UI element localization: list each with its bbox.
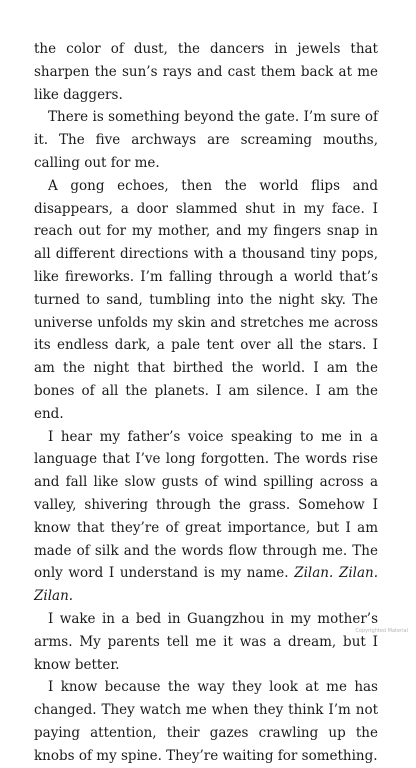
copyright-watermark: Copyrighted Material <box>355 628 408 634</box>
paragraph-4-italic-name: Zilan. Zilan. Zilan. <box>34 565 378 605</box>
paragraph-2 <box>34 106 378 174</box>
paragraph-5-text: I wake in a bed in Guangzhou in my mother’s arms. My parents tell me it was a dream, but I know better. <box>34 610 378 673</box>
paragraph-5 <box>34 608 378 676</box>
paragraph-2-text: There is something beyond the gate. I’m sure of it. The five archways are screaming mouths, calling out for me. <box>34 109 378 171</box>
paragraph-1-text: the color of dust, the dancers in jewels that sharpen the sun’s rays and cast them back at me like daggers. <box>34 41 378 103</box>
paragraph-6-text: I know because the way they look at me has changed. They watch me when they think I’m not paying attention, their gazes crawling up the knobs of my spine. They’re waiting for something. <box>34 679 378 764</box>
paragraph-1 <box>34 38 378 106</box>
paragraph-3-text: A gong echoes, then the world flips and disappears, a door slammed shut in my face. I reach out for my mother, and my fingers snap in all different directions with a thousand tiny pops, like fireworks. I’m falling through a world that’s turned to sand, tumbling into the night sky. The universe unfolds my skin and stretches me across its endless dark, a pale tent over all the stars. I am the night that birthed the world. I am the bones of all the planets. I am silence. I am the end. <box>34 177 378 422</box>
paragraph-3 <box>34 175 378 426</box>
paragraph-6 <box>34 676 378 767</box>
paragraph-4 <box>34 426 378 608</box>
book-page-text <box>34 38 378 768</box>
paragraph-4-text: I hear my father’s voice speaking to me in a language that I’ve long forgotten. The words rise and fall like slow gusts of wind spilling across a valley, shivering through the grass. Somehow I know that they’re of great importance, but I am made of silk and the words flow through me. The only word I understand is my name. <box>34 428 378 582</box>
